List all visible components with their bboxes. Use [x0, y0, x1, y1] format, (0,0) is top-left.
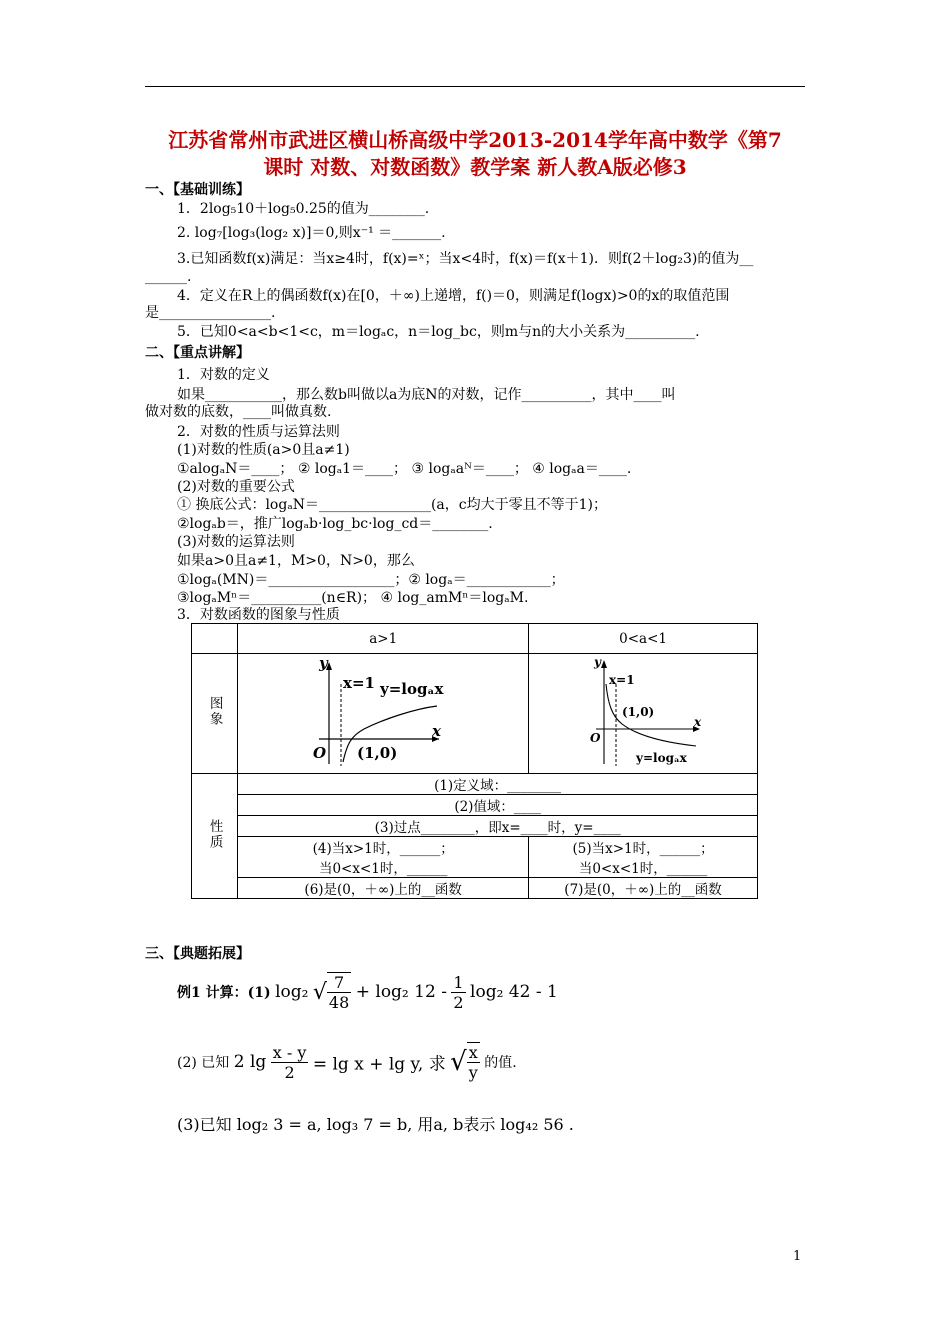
- property-domain: (1)定义域：________: [238, 774, 758, 795]
- graph2-origin-label: O: [590, 731, 601, 745]
- knowledge-2-line-e: ②logₐb＝，推广logₐb·log_bc·log_cd＝________.: [177, 516, 493, 532]
- knowledge-2-line-i: ③logₐMⁿ＝__________(n∈R)； ④ log_amMⁿ＝logₐM.: [177, 590, 529, 606]
- property-5a: (5)当x>1时，______；: [529, 837, 758, 858]
- page-number: 1: [793, 1249, 802, 1264]
- example-2: [177, 1042, 517, 1082]
- example-1-fraction: [327, 972, 351, 1012]
- graph1-point-label: (1,0): [357, 744, 398, 762]
- property-4b: 当0<x<1时，______: [238, 857, 529, 878]
- example-1-log: log₂: [275, 982, 309, 1002]
- knowledge-2-line-f: (3)对数的运算法则: [177, 534, 295, 550]
- header-a-gt-1: a>1: [238, 624, 529, 654]
- header-a-lt-1: 0<a<1: [529, 624, 758, 654]
- section-heading-2: 二、【重点讲解】: [145, 345, 250, 361]
- property-4a: (4)当x>1时，______；: [238, 837, 529, 858]
- log-function-property-table: [191, 623, 758, 899]
- graph-cell-increasing: [238, 654, 529, 774]
- doc-title-line2: 课时 对数、对数函数》教学案 新人教A版必修3: [263, 155, 687, 179]
- knowledge-1-line1: 如果___________，那么数b叫做以a为底N的对数，记作__________，其中____叫: [177, 387, 676, 403]
- example-2-a: 2 lg: [233, 1052, 267, 1072]
- example-2-fraction-denominator: 2: [284, 1062, 295, 1082]
- question-4-line1: 4．定义在R上的偶函数f(x)在[0，＋∞)上递增，f()＝0，则满足f(logx)>0的x的取值范围: [177, 288, 730, 304]
- example-1-half-numerator: 1: [453, 972, 464, 992]
- example-2-sqrt-numerator: x: [467, 1043, 480, 1063]
- example-1: [177, 972, 558, 1012]
- example-2-fraction: [271, 1043, 309, 1082]
- graph-decreasing-log: [530, 654, 756, 769]
- example-1-fraction-denominator: 48: [328, 993, 350, 1012]
- question-2: 2. log₇[log₃(log₂ x)]＝0,则x⁻¹ ＝_______.: [177, 225, 446, 241]
- example-2-label: (2) 已知: [177, 1055, 230, 1071]
- graph1-function-label: y=logₐx: [380, 680, 444, 698]
- knowledge-3-title: 3．对数函数的图象与性质: [177, 607, 340, 623]
- graph2-function-label: y=logₐx: [636, 751, 687, 765]
- graph-cell-decreasing: [529, 654, 758, 774]
- sqrt-symbol-2: √: [450, 1047, 467, 1077]
- question-3-line1: 3.已知函数f(x)满足：当x≥4时，f(x)=ˣ；当x<4时，f(x)＝f(x＋1)．则f(2＋log₂3)的值为__: [177, 251, 754, 267]
- graph2-x1-label: x=1: [609, 673, 635, 687]
- section-heading-3: 三、【典题拓展】: [145, 946, 250, 962]
- graph1-y-label: y: [319, 654, 328, 672]
- knowledge-2-line-g: 如果a>0且a≠1，M>0，N>0，那么: [177, 553, 415, 569]
- example-1-half-denominator: 2: [453, 992, 464, 1012]
- knowledge-2-line-c: (2)对数的重要公式: [177, 479, 295, 495]
- knowledge-2-line-a: (1)对数的性质(a>0且a≠1): [177, 442, 350, 458]
- doc-title-line1: 江苏省常州市武进区横山桥高级中学2013-2014学年高中数学《第7: [168, 128, 782, 152]
- example-1-label: 例1 计算：(1): [177, 985, 271, 1001]
- example-1-end: log₂ 42 - 1: [470, 982, 558, 1002]
- knowledge-2-line-b: ①alogₐN＝____； ② logₐ1＝____； ③ logₐaᴺ＝____； ④ logₐa＝____.: [177, 461, 632, 477]
- knowledge-1-title: 1．对数的定义: [177, 367, 270, 383]
- table-corner-cell: [192, 624, 238, 654]
- question-3-line2: ______.: [145, 269, 192, 285]
- graph2-y-label: y: [594, 655, 602, 669]
- row-label-graph: 图象: [192, 654, 238, 774]
- property-range: (2)值域：____: [238, 795, 758, 816]
- example-2-fraction-numerator: x - y: [272, 1042, 307, 1062]
- example-1-half: [451, 973, 465, 1012]
- section-heading-1: 一、【基础训练】: [145, 182, 250, 198]
- example-2-sqrt-denominator: y: [468, 1063, 478, 1082]
- graph1-x1-label: x=1: [343, 674, 376, 692]
- example-2-c: 的值.: [484, 1055, 517, 1071]
- graph2-x-label: x: [694, 715, 702, 729]
- knowledge-2-line-h: ①logₐ(MN)＝__________________；② logₐ＝____________；: [177, 572, 565, 588]
- row-label-properties: 性质: [192, 774, 238, 899]
- example-2-b: = lg x + lg y, 求: [312, 1054, 446, 1075]
- knowledge-1-line2: 做对数的底数，____叫做真数.: [145, 404, 332, 420]
- graph2-point-label: (1,0): [622, 705, 655, 719]
- graph1-x-label: x: [432, 722, 442, 740]
- graph1-origin-label: O: [313, 744, 327, 762]
- header-rule: [145, 86, 805, 87]
- knowledge-2-line-d: ① 换底公式：logₐN＝________________(a，c均大于零且不等于1)；: [177, 497, 607, 513]
- property-monotonic-7: (7)是(0，＋∞)上的__函数: [529, 878, 758, 899]
- graph-increasing-log: [239, 654, 527, 769]
- property-monotonic-6: (6)是(0，＋∞)上的__函数: [238, 878, 529, 899]
- property-5b: 当0<x<1时，______: [529, 857, 758, 878]
- example-2-sqrt-fraction: [467, 1042, 480, 1082]
- question-4-line2: 是________________.: [145, 305, 276, 321]
- example-1-middle: + log₂ 12 -: [355, 982, 447, 1002]
- example-3: (3)已知 log₂ 3 = a, log₃ 7 = b, 用a, b表示 log₄₂ 56 .: [177, 1115, 574, 1134]
- example-1-fraction-numerator: 7: [327, 973, 351, 993]
- question-1: 1．2log₅10＋log₅0.25的值为________.: [177, 201, 430, 217]
- property-fixed-point: (3)过点________，即x=____时，y=____: [238, 816, 758, 837]
- question-5: 5．已知0<a<b<1<c，m＝logₐc，n＝log_bc，则m与n的大小关系为__________.: [177, 324, 700, 340]
- sqrt-symbol: √: [312, 979, 327, 1005]
- knowledge-2-title: 2．对数的性质与运算法则: [177, 424, 340, 440]
